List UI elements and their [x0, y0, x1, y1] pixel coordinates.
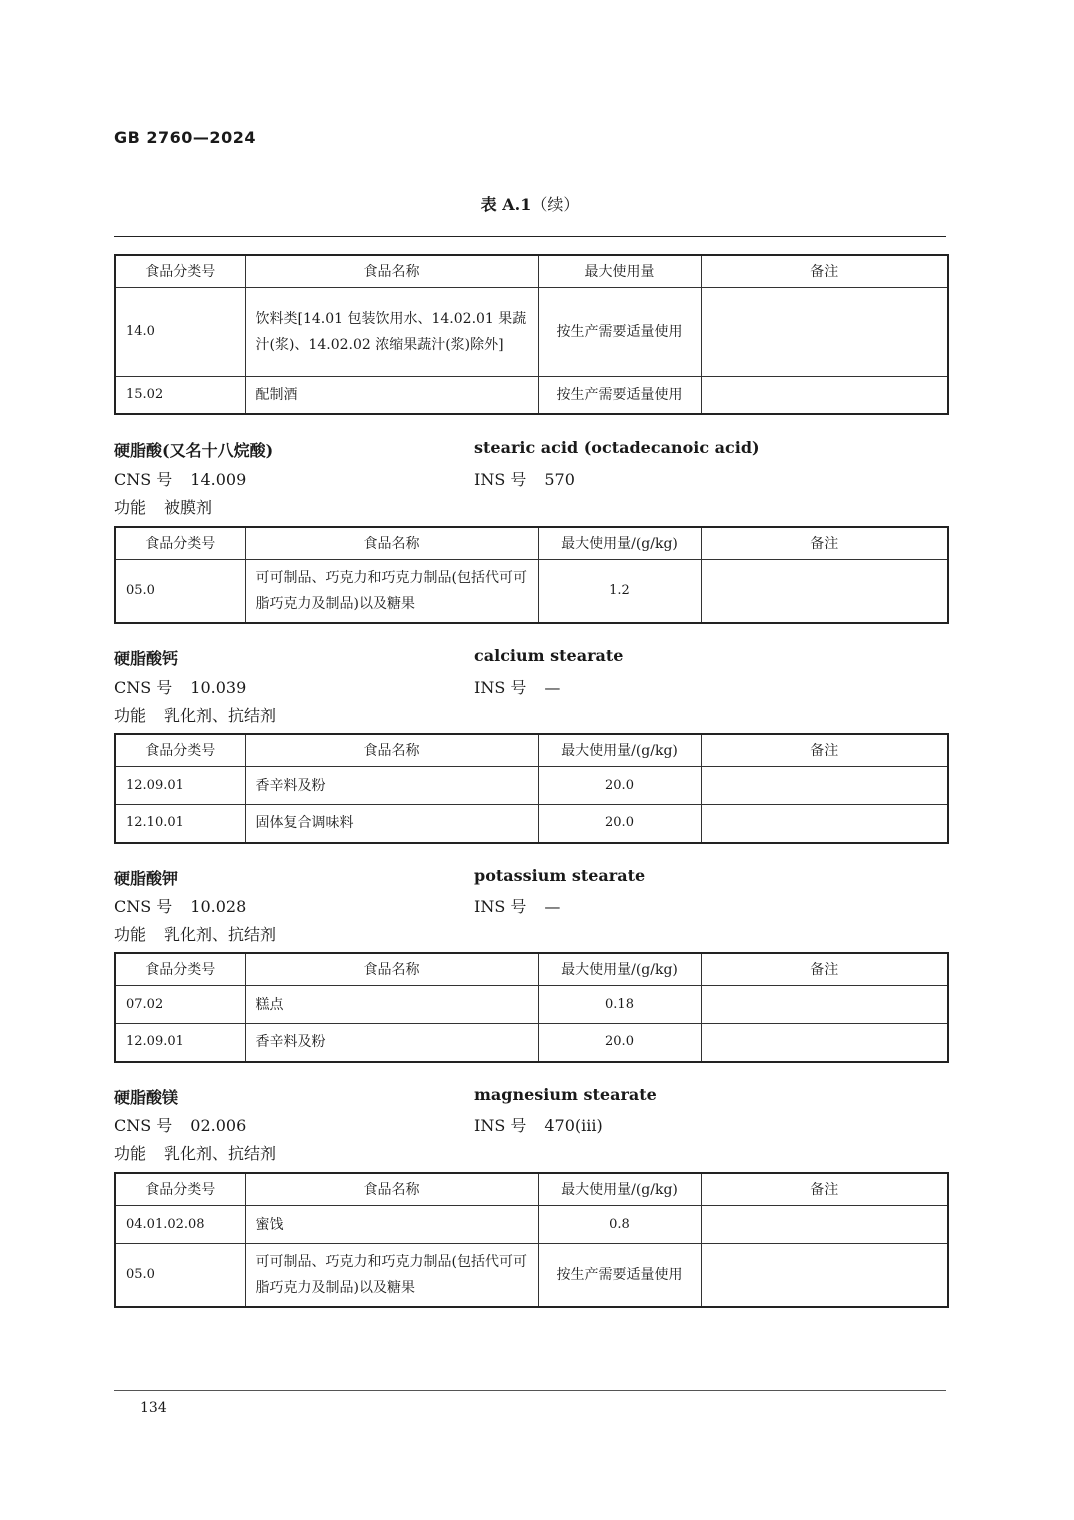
- substance-name-cn: 硬脂酸钙: [114, 649, 179, 668]
- table-row: [115, 1206, 948, 1244]
- function-value: 乳化剂、抗结剂: [164, 706, 277, 725]
- cell-category-code: 04.01.02.08: [115, 1206, 245, 1244]
- table-row: [115, 1244, 948, 1307]
- cell-food-name: 固体复合调味料: [245, 805, 538, 843]
- col-header-category-code: 食品分类号: [115, 734, 245, 767]
- table-caption: [114, 192, 946, 215]
- ins-value: —: [544, 678, 561, 697]
- function-value: 乳化剂、抗结剂: [164, 1144, 277, 1163]
- table-row: [115, 377, 948, 414]
- ins-value: —: [544, 897, 561, 916]
- cell-remarks: [701, 377, 948, 414]
- ins-label: INS 号: [474, 470, 527, 489]
- cns-label: CNS 号: [114, 1116, 173, 1135]
- cns-label: CNS 号: [114, 470, 173, 489]
- cns-number: [114, 894, 246, 917]
- page-number: 134: [140, 1400, 167, 1416]
- function-label: 功能: [114, 706, 147, 725]
- table-row: [115, 805, 948, 843]
- cell-category-code: 05.0: [115, 560, 245, 623]
- function-line: [114, 495, 212, 518]
- cell-remarks: [701, 1024, 948, 1062]
- table-header-row: [115, 734, 948, 767]
- cns-label: CNS 号: [114, 897, 173, 916]
- col-header-category-code: 食品分类号: [115, 1173, 245, 1206]
- cell-max-usage: 20.0: [538, 1024, 701, 1062]
- cell-food-name: 糕点: [245, 986, 538, 1024]
- table-header-row: [115, 953, 948, 986]
- cell-food-name: 可可制品、巧克力和巧克力制品(包括代可可脂巧克力及制品)以及糖果: [245, 1244, 538, 1307]
- cell-remarks: [701, 1206, 948, 1244]
- substance-name-en: calcium stearate: [474, 646, 624, 665]
- substance-name-en: magnesium stearate: [474, 1085, 657, 1104]
- col-header-remarks: 备注: [701, 527, 948, 560]
- col-header-remarks: 备注: [701, 734, 948, 767]
- cns-value: 02.006: [190, 1116, 247, 1135]
- col-header-food-name: 食品名称: [245, 527, 538, 560]
- col-header-category-code: 食品分类号: [115, 255, 245, 288]
- cell-max-usage: 0.8: [538, 1206, 701, 1244]
- table-header-row: [115, 527, 948, 560]
- cell-max-usage: 20.0: [538, 767, 701, 805]
- col-header-food-name: 食品名称: [245, 953, 538, 986]
- standard-code: GB 2760—2024: [114, 128, 256, 147]
- cell-max-usage: 按生产需要适量使用: [538, 377, 701, 414]
- ins-value: 570: [544, 470, 575, 489]
- function-line: [114, 1141, 276, 1164]
- cell-max-usage: 1.2: [538, 560, 701, 623]
- cell-remarks: [701, 767, 948, 805]
- cns-label: CNS 号: [114, 678, 173, 697]
- col-header-category-code: 食品分类号: [115, 953, 245, 986]
- cell-category-code: 14.0: [115, 288, 245, 377]
- function-label: 功能: [114, 498, 147, 517]
- ins-label: INS 号: [474, 897, 527, 916]
- table-row: [115, 288, 948, 377]
- usage-table-potassium-stearate: [114, 952, 949, 1063]
- table-row: [115, 1024, 948, 1062]
- cns-number: [114, 467, 246, 490]
- cell-food-name: 香辛料及粉: [245, 767, 538, 805]
- col-header-max-usage: 最大使用量/(g/kg): [538, 953, 701, 986]
- cell-max-usage: 20.0: [538, 805, 701, 843]
- cell-category-code: 12.10.01: [115, 805, 245, 843]
- cell-category-code: 12.09.01: [115, 1024, 245, 1062]
- cell-category-code: 15.02: [115, 377, 245, 414]
- function-value: 被膜剂: [164, 498, 213, 517]
- cell-food-name: 香辛料及粉: [245, 1024, 538, 1062]
- cell-category-code: 07.02: [115, 986, 245, 1024]
- col-header-remarks: 备注: [701, 1173, 948, 1206]
- table-row: [115, 767, 948, 805]
- cell-remarks: [701, 1244, 948, 1307]
- col-header-food-name: 食品名称: [245, 734, 538, 767]
- usage-table-magnesium-stearate: [114, 1172, 949, 1308]
- ins-label: INS 号: [474, 678, 527, 697]
- cell-remarks: [701, 986, 948, 1024]
- table-caption-prefix: 表 A.1: [480, 195, 532, 214]
- col-header-max-usage: 最大使用量/(g/kg): [538, 734, 701, 767]
- ins-value: 470(iii): [544, 1116, 603, 1135]
- cns-value: 10.039: [190, 678, 247, 697]
- top-rule: [114, 236, 946, 237]
- col-header-max-usage: 最大使用量/(g/kg): [538, 527, 701, 560]
- usage-table-calcium-stearate: [114, 733, 949, 844]
- function-line: [114, 703, 276, 726]
- table-header-row: [115, 255, 948, 288]
- ins-number: [474, 1113, 603, 1136]
- table-row: [115, 560, 948, 623]
- function-value: 乳化剂、抗结剂: [164, 925, 277, 944]
- usage-table-stearic-acid: [114, 526, 949, 624]
- ins-number: [474, 894, 560, 917]
- substance-name-en: potassium stearate: [474, 866, 646, 885]
- col-header-max-usage: 最大使用量/(g/kg): [538, 1173, 701, 1206]
- cell-max-usage: 按生产需要适量使用: [538, 288, 701, 377]
- cell-remarks: [701, 805, 948, 843]
- table-header-row: [115, 1173, 948, 1206]
- col-header-remarks: 备注: [701, 255, 948, 288]
- cns-value: 14.009: [190, 470, 247, 489]
- col-header-remarks: 备注: [701, 953, 948, 986]
- substance-name-cn: 硬脂酸(又名十八烷酸): [114, 441, 274, 460]
- cell-category-code: 12.09.01: [115, 767, 245, 805]
- cell-max-usage: 按生产需要适量使用: [538, 1244, 701, 1307]
- cell-remarks: [701, 288, 948, 377]
- cell-food-name: 饮料类[14.01 包装饮用水、14.02.01 果蔬汁(浆)、14.02.02 浓缩果蔬汁(浆)除外]: [245, 288, 538, 377]
- col-header-food-name: 食品名称: [245, 1173, 538, 1206]
- ins-number: [474, 467, 575, 490]
- cell-food-name: 配制酒: [245, 377, 538, 414]
- substance-name-cn: 硬脂酸钾: [114, 869, 179, 888]
- table-caption-suffix: （续）: [531, 195, 580, 214]
- function-label: 功能: [114, 925, 147, 944]
- cns-number: [114, 1113, 246, 1136]
- cell-remarks: [701, 560, 948, 623]
- ins-number: [474, 675, 560, 698]
- table-row: [115, 986, 948, 1024]
- function-line: [114, 922, 276, 945]
- cns-number: [114, 675, 246, 698]
- cell-max-usage: 0.18: [538, 986, 701, 1024]
- col-header-food-name: 食品名称: [245, 255, 538, 288]
- cell-food-name: 可可制品、巧克力和巧克力制品(包括代可可脂巧克力及制品)以及糖果: [245, 560, 538, 623]
- continued-usage-table: [114, 254, 949, 415]
- function-label: 功能: [114, 1144, 147, 1163]
- footer-rule: [114, 1390, 946, 1391]
- col-header-max-usage: 最大使用量: [538, 255, 701, 288]
- ins-label: INS 号: [474, 1116, 527, 1135]
- cell-food-name: 蜜饯: [245, 1206, 538, 1244]
- cns-value: 10.028: [190, 897, 247, 916]
- substance-name-cn: 硬脂酸镁: [114, 1088, 179, 1107]
- cell-category-code: 05.0: [115, 1244, 245, 1307]
- substance-name-en: stearic acid (octadecanoic acid): [474, 438, 760, 457]
- col-header-category-code: 食品分类号: [115, 527, 245, 560]
